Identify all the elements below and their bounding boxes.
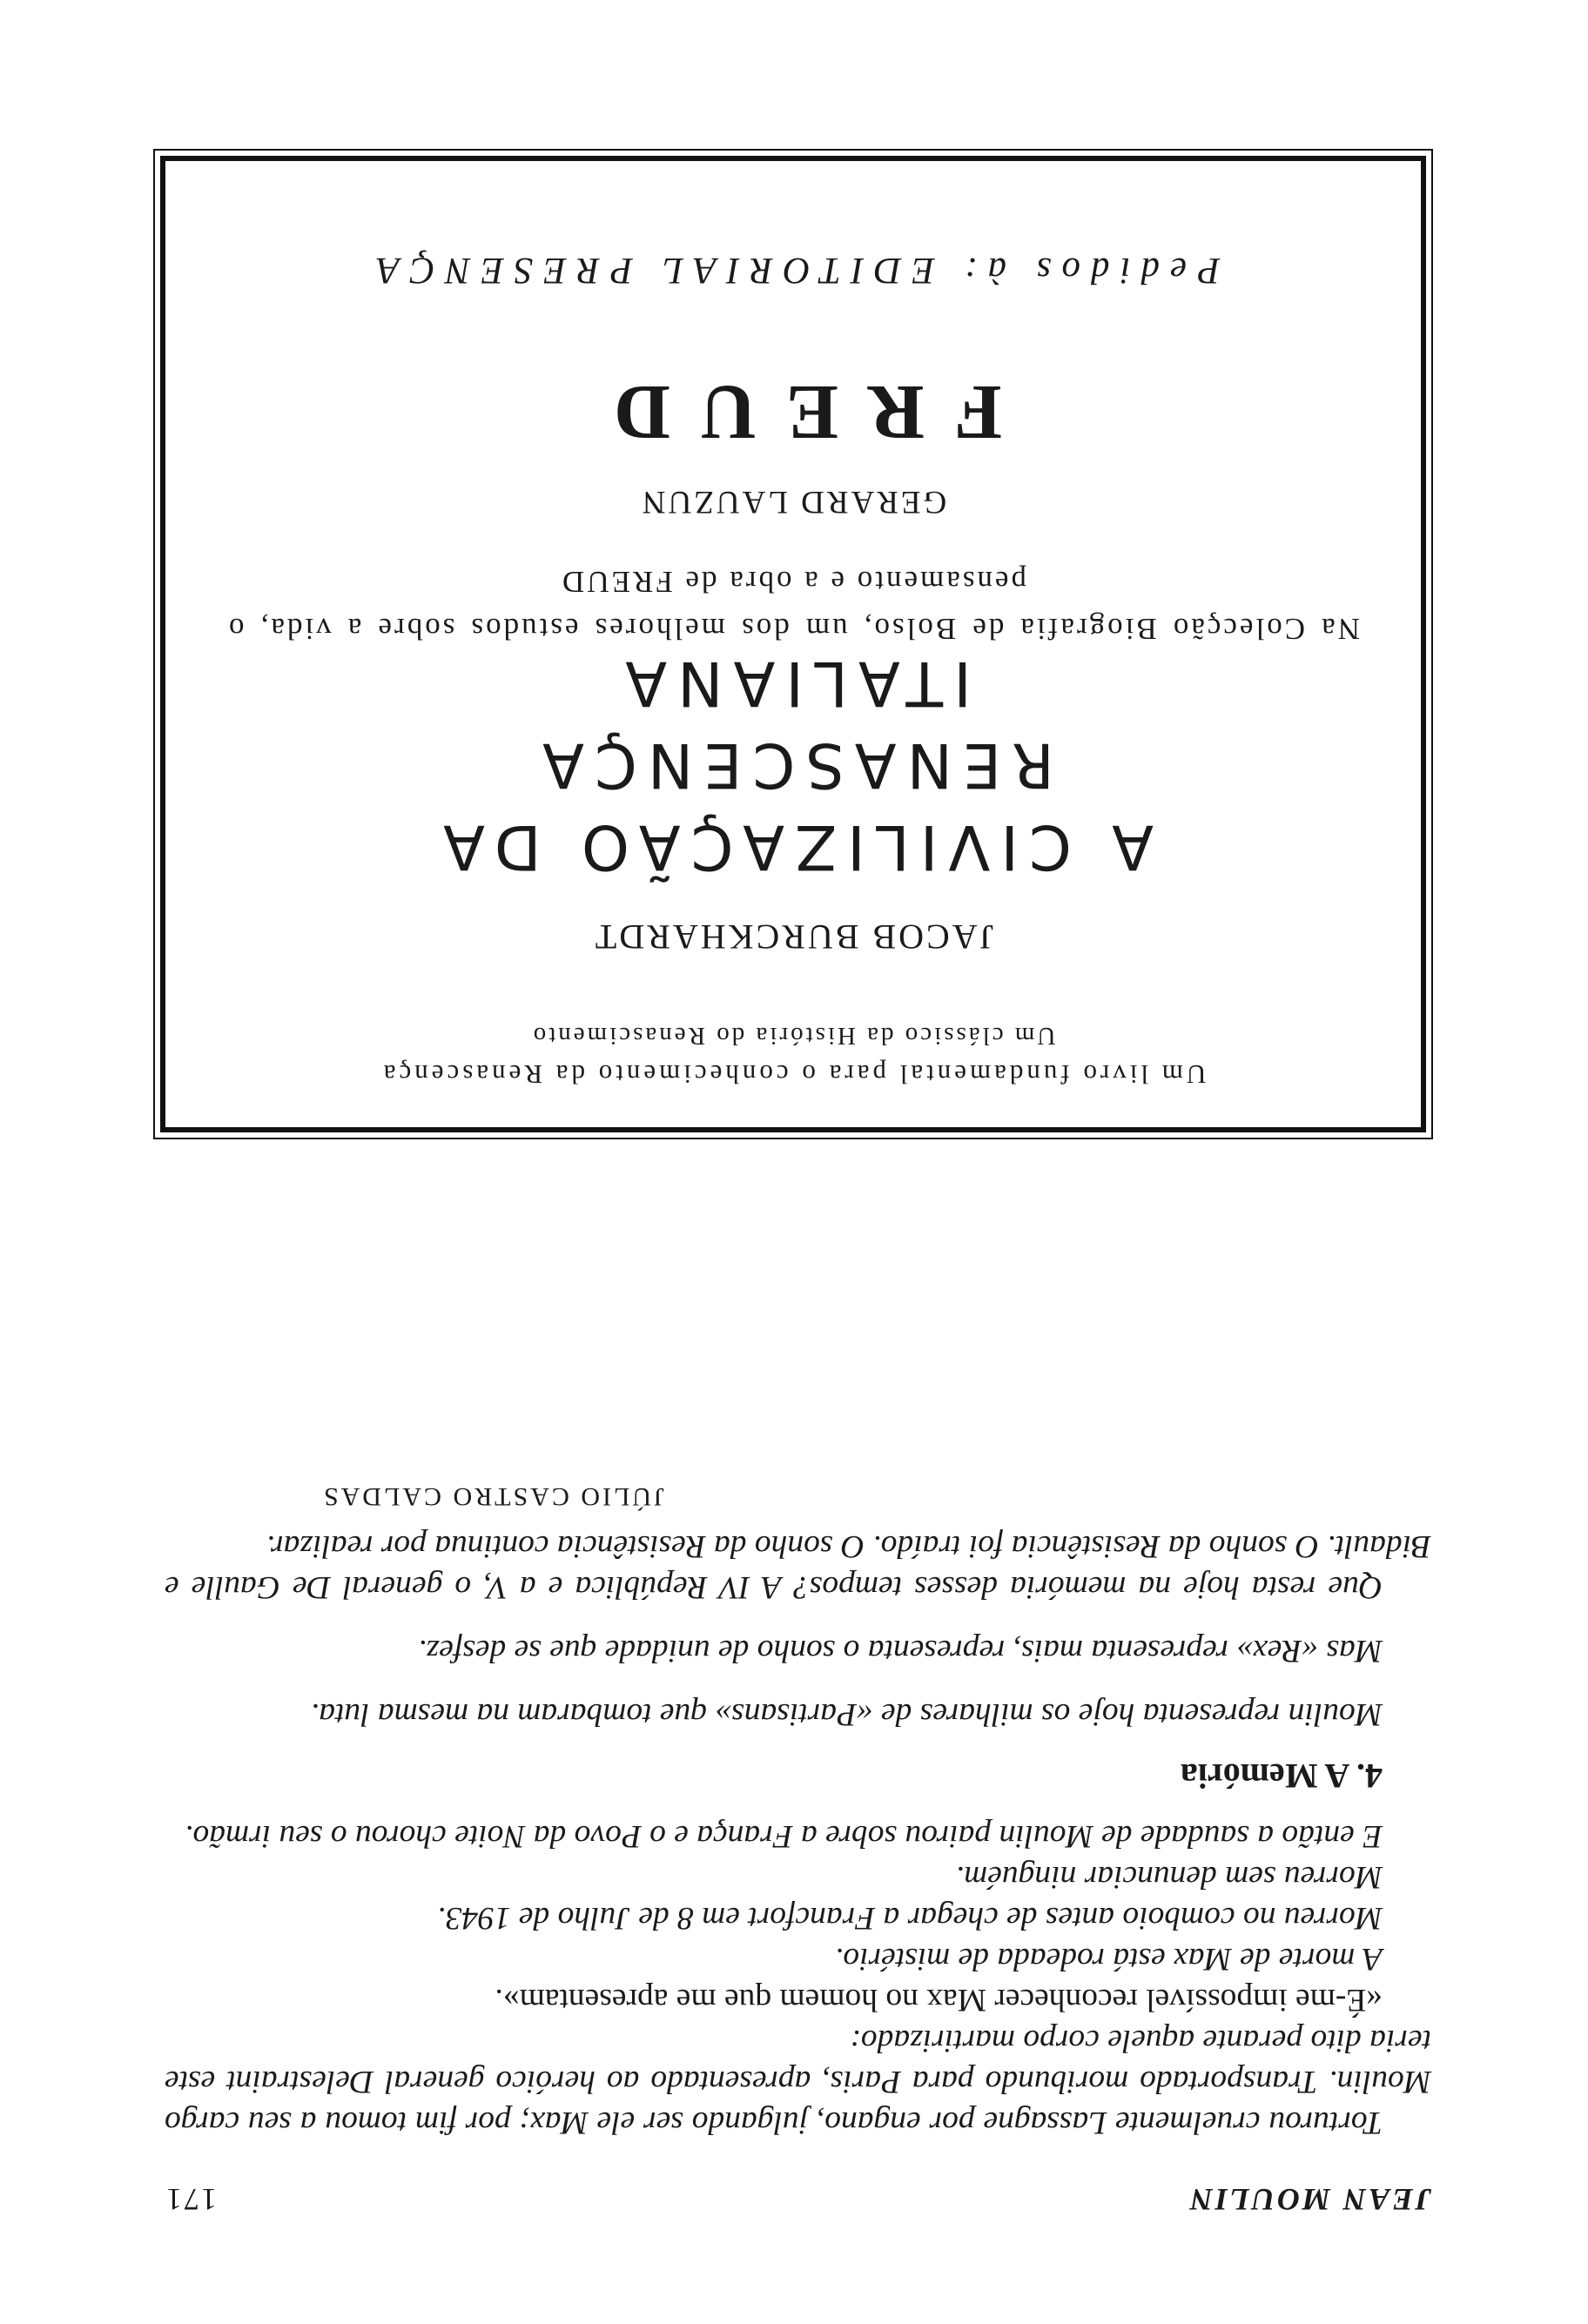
ad-author: GERARD LAUZUN xyxy=(639,484,947,520)
paragraph: Morreu no comboio antes de chegar a Francfort em 8 de Julho de 1943. xyxy=(437,1900,1383,1936)
quote: «É-me impossível reconhecer Max no homem que me apresentam». xyxy=(495,1982,1383,2018)
paragraph: Morreu sem denunciar ninguém. xyxy=(955,1859,1383,1895)
body-text xyxy=(165,1476,1431,2143)
paragraph: Mas «Rex» representa mais, representa o sonho de unidade que se desfez. xyxy=(418,1633,1383,1669)
advertisement-box xyxy=(160,156,1426,1132)
ad-orders-line: Pedidos à: EDITORIAL PRESENÇA xyxy=(366,250,1221,291)
paragraph: Torturou cruelmente Lassagne por engano, julgando ser ele Max; por fim tomou a seu cargo Moulin. Transportado moribundo para Paris, apresentado ao heróico general Delestraint este teria dito perante aquele corpo martirizado: xyxy=(165,2023,1431,2140)
ad-book-title-line: A CIVILIZAÇÃO DA RENASCENÇA xyxy=(433,729,1154,883)
ad-book-title xyxy=(218,642,1369,888)
ad-author: JACOB BURCKHARDT xyxy=(592,917,994,957)
ad-subtagline: Um clássico da História do Renascimento xyxy=(530,1022,1056,1050)
ad-book-title: FREUD xyxy=(584,369,1002,455)
section-heading: 4. A Memória xyxy=(1180,1756,1383,1796)
ad-tagline: Um livro fundamental para o conhecimento da Renascença xyxy=(380,1059,1207,1090)
author-signature: JÚLIO CASTRO CALDAS xyxy=(321,1482,664,1511)
ad-description: Na Colecção Biografia de Bolso, um dos melhores estudos sobre a vida, o pensamento e a obra de FREUD xyxy=(226,565,1360,646)
page-number: 171 xyxy=(165,2182,217,2217)
paragraph: A morte de Max está rodeada de mistério. xyxy=(834,1941,1383,1977)
paragraph: Moulin representa hoje os milhares de «Partisans» que tombaram na mesma luta. xyxy=(310,1696,1383,1732)
paragraph: Que resta hoje na memória desses tempos? A IV República e a V, o general De Gaulle e Bidault. O sonho da Resistência foi traído. O sonho da Resistência continua por realizar. xyxy=(165,1528,1431,1605)
paragraph: E então a saudade de Moulin pairou sobre a França e o Povo da Noite chorou o seu irmão. xyxy=(185,1818,1383,1854)
running-head-title: JEAN MOULIN xyxy=(1187,2182,1431,2217)
ad-book-title-line: ITALIANA xyxy=(615,648,972,719)
running-head xyxy=(165,2174,1431,2218)
